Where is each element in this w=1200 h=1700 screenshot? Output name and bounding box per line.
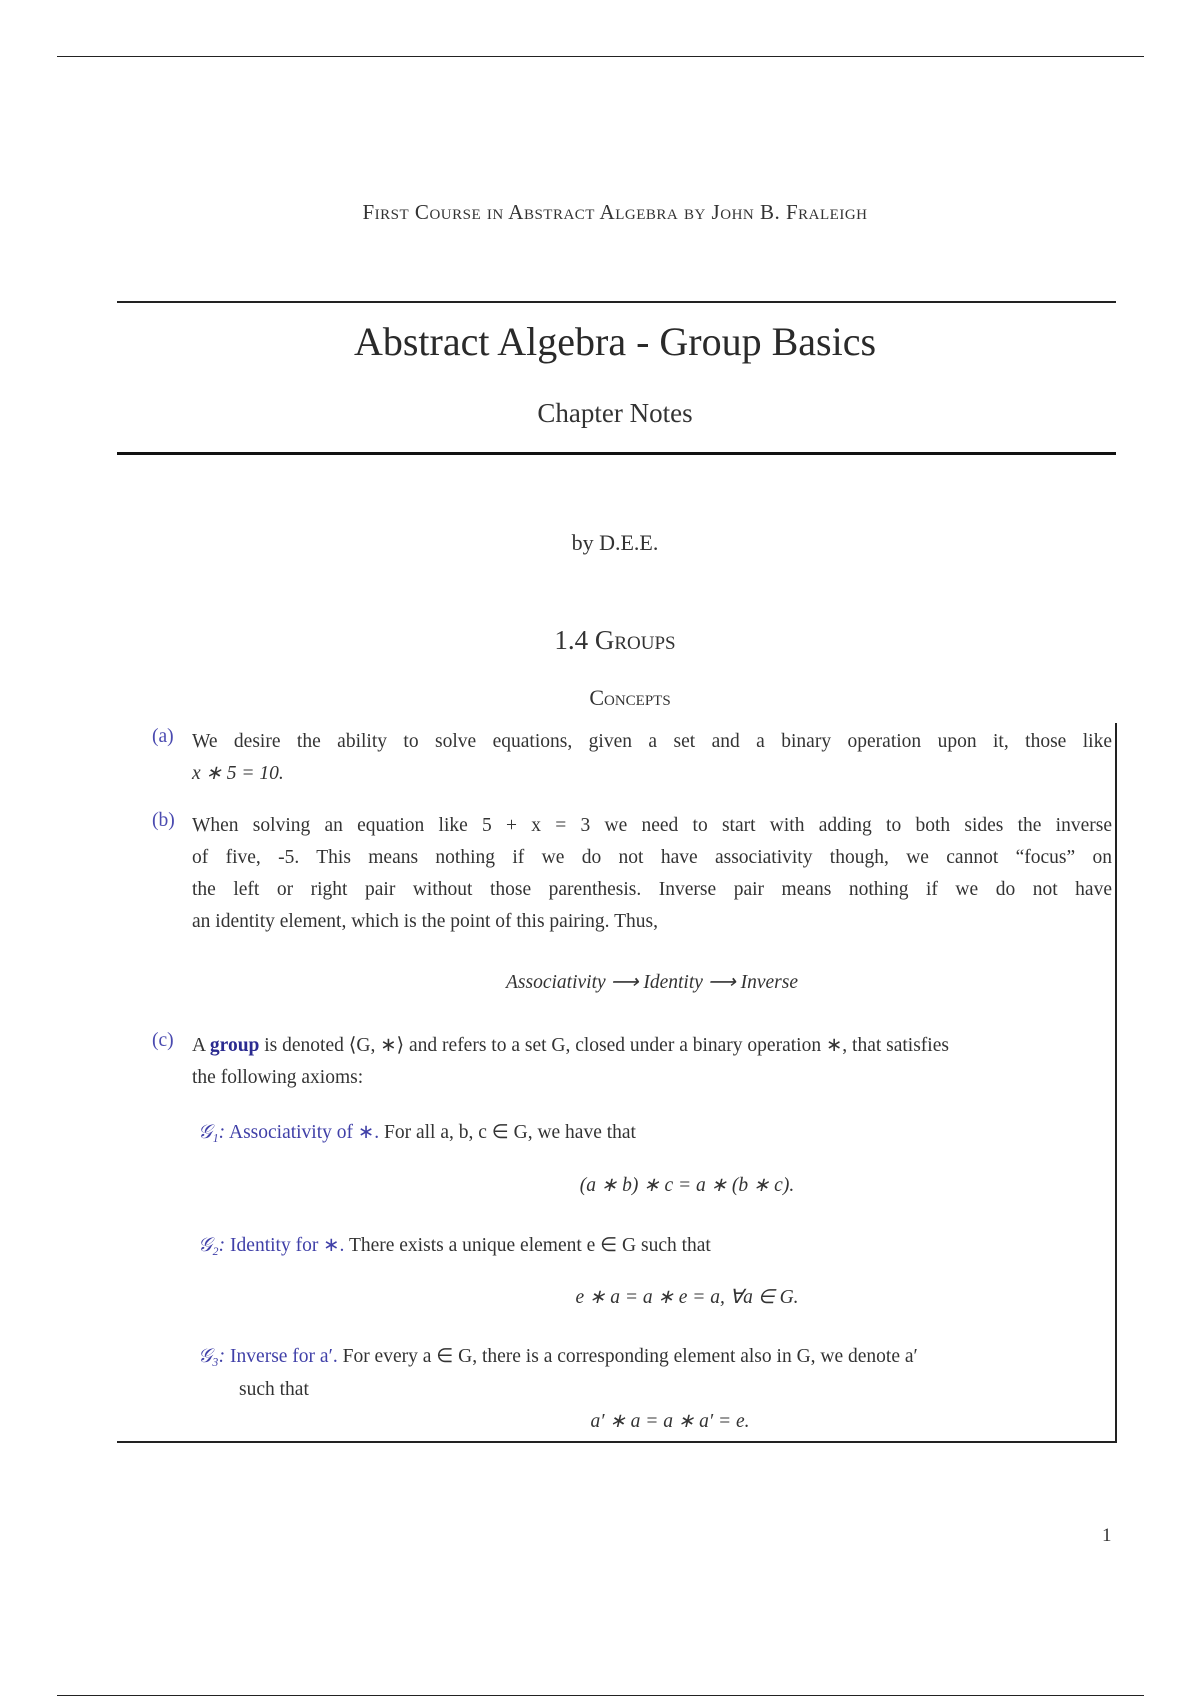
axiom-label-g1: 𝒢₁: — [198, 1122, 226, 1143]
implication-chain: Associativity ⟶ Identity ⟶ Inverse — [506, 972, 798, 993]
item-label-c: (c) — [152, 1030, 174, 1051]
title-bottom-rule — [117, 452, 1116, 455]
item-b-line4: an identity element, which is the point of this pairing. Thus, — [192, 911, 658, 932]
axiom-g3-equation: a′ ∗ a = a ∗ a′ = e. — [590, 1411, 750, 1432]
author-line: by D.E.E. — [571, 530, 659, 555]
axiom-name-g2: Identity for ∗. — [230, 1235, 345, 1256]
page-top-rule — [57, 56, 1144, 57]
section-heading: 1.4 Groups — [554, 625, 676, 655]
axiom-g1 — [198, 1117, 1098, 1150]
axiom-g2-equation: e ∗ a = a ∗ e = a, ∀a ∈ G. — [575, 1287, 799, 1308]
axiom-text-g3: For every a ∈ G, there is a corresponding element also in G, we denote a′ — [342, 1346, 918, 1367]
axiom-name-g3: Inverse for a′. — [230, 1346, 338, 1367]
axiom-name-g1: Associativity of ∗. — [228, 1122, 380, 1143]
page-bottom-rule — [57, 1695, 1144, 1696]
document-subtitle: Chapter Notes — [537, 398, 693, 428]
concept-box-bottom-border — [117, 1441, 1117, 1443]
item-b-line1: When solving an equation like 5 + x = 3 we need to start with adding to both sides the inverse — [192, 815, 1112, 836]
axiom-text-g2: There exists a unique element e ∈ G such that — [348, 1235, 711, 1256]
item-label-b: (b) — [152, 810, 175, 831]
item-label-a: (a) — [152, 726, 174, 747]
item-a-line1: We desire the ability to solve equations, given a set and a binary operation upon it, those like — [192, 731, 1112, 752]
axiom-g1-equation: (a ∗ b) ∗ c = a ∗ (b ∗ c). — [579, 1175, 795, 1196]
subsection-heading: Concepts — [589, 685, 671, 710]
item-c-post: is denoted ⟨G, ∗⟩ and refers to a set G, closed under a binary operation ∗, that satisfies — [264, 1035, 949, 1056]
axiom-text-g1: For all a, b, c ∈ G, we have that — [383, 1122, 636, 1143]
item-a-line2: x ∗ 5 = 10. — [192, 763, 284, 784]
axiom-g2 — [198, 1230, 1098, 1263]
group-term: group — [209, 1035, 260, 1056]
document-title: Abstract Algebra - Group Basics — [353, 319, 877, 364]
item-b-line2: of five, -5. This means nothing if we do not have associativity though, we cannot “focus” on — [192, 847, 1112, 868]
running-head: First Course in Abstract Algebra by John B. Fraleigh — [362, 200, 868, 224]
item-b-line3: the left or right pair without those parenthesis. Inverse pair means nothing if we do not have — [192, 879, 1112, 900]
page-number: 1 — [1102, 1525, 1112, 1546]
title-top-rule — [117, 301, 1116, 303]
axiom-g3-text2: such that — [239, 1379, 309, 1400]
axiom-g3 — [198, 1341, 1114, 1374]
concept-box-right-border — [1115, 723, 1117, 1443]
axiom-label-g3: 𝒢₃: — [198, 1346, 226, 1367]
axiom-label-g2: 𝒢₂: — [198, 1235, 226, 1256]
item-c-pre: A — [192, 1035, 206, 1056]
item-c-line2: the following axioms: — [192, 1067, 364, 1088]
